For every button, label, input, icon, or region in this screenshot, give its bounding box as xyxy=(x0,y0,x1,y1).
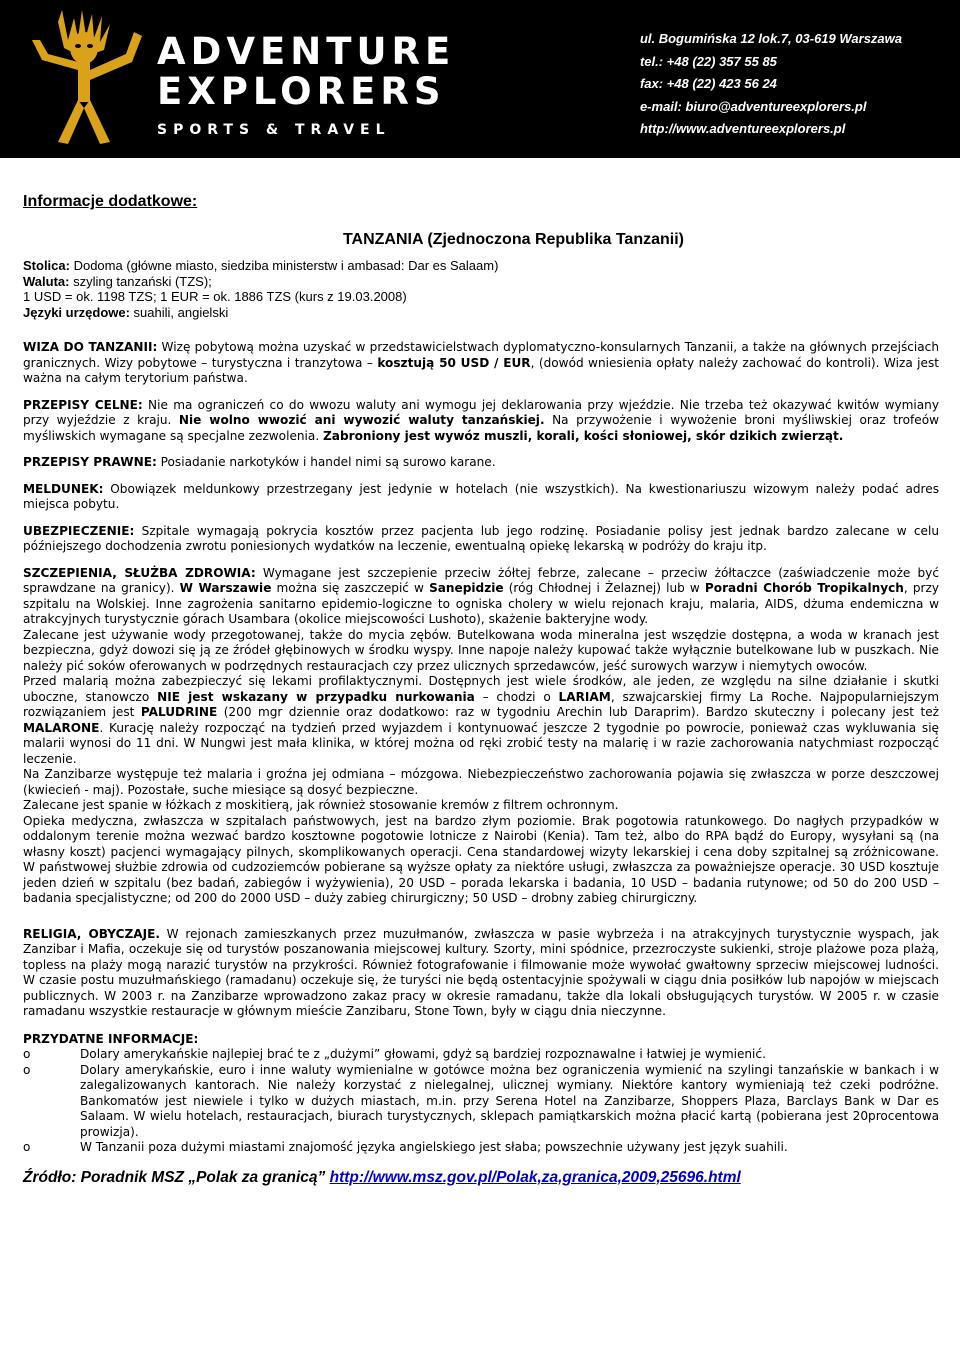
religion-section xyxy=(23,927,939,1020)
list-item: o Dolary amerykańskie najlepiej brać te z „dużymi” głowami, gdyż są bardziej rozpoznawalne i łatwiej je wymienić. xyxy=(80,1047,939,1063)
health-text-4: , przy szpitalu na Wolskiej. Inne zagrożenia sanitarno epidemio-logiczne to ogniska cholery w wielu rejonach kraju, malaria, AIDS, dżuma endemiczna w atrakcyjnych turystycznie górach Usambara (okolice miejscowości Lushoto), skażenie bakteryjne wody. xyxy=(23,581,939,626)
malaria-bold-b: NIE jest wskazany w przypadku nurkowania xyxy=(157,689,475,704)
useful-info-list xyxy=(23,1047,939,1156)
malaria-bold-lariam: LARIAM xyxy=(558,689,611,704)
health-malaria-paragraph xyxy=(23,674,939,767)
tribal-figure-logo-icon xyxy=(22,10,150,150)
fax: fax: +48 (22) 423 56 24 xyxy=(639,76,777,91)
list-item: o W Tanzanii poza dużymi miastami znajomość języka angielskiego jest słaba; powszechnie używany jest język suahili. xyxy=(80,1140,939,1156)
currency-value: szyling tanzański (TZS); xyxy=(69,273,212,289)
email[interactable]: e-mail: biuro@adventureexplorers.pl xyxy=(639,98,867,114)
address: ul. Bogumińska 12 lok.7, 03-619 Warszawa xyxy=(639,31,902,46)
health-care-paragraph: Opieka medyczna, zwłaszcza w szpitalach państwowych, jest na bardzo złym poziomie. Brak pogotowia ratunkowego. Do nagłych przypadków w oddalonym terenie można wezwać bardzo kosztowne pogotowie lotnicze z Nairobi (Kenia). Tam też, albo do RPA bądź do Europy, wysyłani są (na własny koszt) pacjenci wymagający pilnych, skomplikowanych operacji. Cena standardowej wizyty lekarskiej i cena doby szpitalnej są zróżnicowane. W państwowej służbie zdrowia od cudzoziemców pobierane są wyższe opłaty za niektóre usługi, zwłaszcza za poważniejsze operacje. 30 USD kosztuje jeden dzień w szpitalu (bez badań, zabiegów i wyżywienia), 20 USD – porada lekarska i badania, 10 USD – badania rutynowe; od 50 do 200 USD – badania specjalistyczne; od 200 do 2000 USD – duży zabieg chirurgiczny; 50 USD – drobny zabieg chirurgiczny. xyxy=(23,813,939,905)
health-bold-clinic: Poradni Chorób Tropikalnych xyxy=(704,581,904,595)
visa-text: Wizę pobytową można uzyskać w przedstawicielstwach dyplomatyczno-konsularnych Tanzanii, a także na głównych przejściach granicznych. Wizy pobytowe – turystyczna i tranzytowa – xyxy=(23,340,939,370)
country-title: TANZANIA (Zjednoczona Republika Tanzanii) xyxy=(342,231,684,248)
logo-tagline: SPORTS & TRAVEL xyxy=(157,122,391,138)
letterhead xyxy=(0,0,960,158)
website[interactable]: http://www.adventureexplorers.pl xyxy=(639,121,846,136)
logo-line-1: ADVENTURE xyxy=(157,30,456,73)
customs-text: Nie ma ograniczeń co do wwozu waluty ani wymogu jej deklarowania przy wjeździe. Nie trzeba też okazywać kwitów wymiany przy wyjeździe z kraju. xyxy=(23,397,939,427)
source-label: Źródło: Poradnik MSZ „Polak za granicą” xyxy=(23,1168,330,1186)
malaria-text-e: , szwajcarskiej firmy La Roche. Najpopularniejszym rozwiązaniem jest xyxy=(23,689,940,719)
logo-line-2: EXPLORERS xyxy=(157,70,446,113)
visa-fee: kosztują 50 USD / EUR xyxy=(377,355,531,370)
law-text: Posiadanie narkotyków i handel nimi są surowo karane. xyxy=(156,455,496,469)
health-text: Wymagane jest szczepienie przeciw żółtej febrze, zalecane – przeciw żółtaczce (zaświadczenie może być sprawdzane na granicy). xyxy=(23,565,939,595)
malaria-text-c: – chodzi o xyxy=(474,689,559,704)
health-text-3: (róg Chłodnej i Żelaznej) lub w xyxy=(503,581,705,595)
registration-label: MELDUNEK: xyxy=(23,481,104,496)
capital-label: Stolica: xyxy=(23,258,70,273)
customs-text-2: Na przywożenie i wywożenie broni myśliwskiej oraz trofeów myśliwskich wymagane są specjalne zezwolenia. xyxy=(23,413,939,443)
customs-bold-1: Nie wolno wwozić ani wywozić waluty tanzańskiej. xyxy=(178,413,545,427)
religion-text: W rejonach zamieszkanych przez muzułmanów, zwłaszcza w pasie wybrzeża i na atrakcyjnych turystycznie wyspach, jak Zanzibar i Mafia, oczekuje się od turystów poszanowania miejscowej kultury. Szorty, mini spódnice, przezroczyste sukienki, stroje plażowe poza plażą, topless na plaży mogą narazić turystów na przykrości. Również fotografowanie i filmowanie może wywołać gwałtowny sprzeciw miejscowej ludności. W czasie postu muzułmańskiego (ramadanu) oczekuje się, że turyści nie będą ostentacyjnie spożywali w ciągu dnia posiłków lub napojów w miejscach publicznych. W 2003 r. na Zanzibarze wprowadzono zakaz pracy w okresie ramadanu, także dla lokali obsługujących turystów. W 2005 r. w czasie ramadanu wszystkie restauracje w głównym mieście Zanzibaru, Stone Town, były w ciągu dnia nieczynne. xyxy=(23,926,940,1018)
health-text-2: można się zaszczepić w xyxy=(271,581,430,595)
basic-info xyxy=(23,258,939,320)
health-water-paragraph: Zalecane jest używanie wody przegotowanej, także do mycia zębów. Butelkowana woda mineralna jest wszędzie dostępna, a woda w kranach jest bezpieczna, gdyż dowozi się ją ze źródeł głębinowych w środku wyspy. Inne napoje należy kupować także wyłącznie butelkowane lub w puszkach. Nie należy pić soków oferowanych w podrzędnych restauracjach czy przez ulicznych sprzedawców, jeść surowych warzyw i niemytych owoców. xyxy=(23,627,939,673)
health-bold-sanepid: Sanepidzie xyxy=(429,581,504,595)
list-item: o Dolary amerykańskie, euro i inne waluty wymienialne w gotówce można bez ograniczenia wymienić na szylingi tanzańskie w bankach i w zalegalizowanych kantorach. Nie należy korzystać z nielegalnej, ulicznej wymiany. Niektóre kantory wymieniają też czeki podróżne. Bankomatów jest niewiele i tylko w dużych miastach, m.in. przy Serena Hotel na Zanzibarze, Shoppers Plaza, Barclays Bank w Dar es Salaam. W wielu hotelach, restauracjach, biurach turystycznych, sklepach pamiątkarskich można płacić kartą (pobierana jest 20procentowa prowizja). xyxy=(80,1063,939,1141)
health-mosquito-paragraph: Zalecane jest spanie w łóżkach z moskitierą, jak również stosowanie kremów z filtrem ochronnym. xyxy=(23,798,619,812)
document-body xyxy=(23,192,939,1185)
health-label: SZCZEPIENIA, SŁUŻBA ZDROWIA: xyxy=(23,565,256,580)
law-label: PRZEPISY PRAWNE: xyxy=(23,455,157,469)
languages-label: Języki urzędowe: xyxy=(23,304,130,320)
phone: tel.: +48 (22) 357 55 85 xyxy=(639,53,777,69)
customs-label: PRZEPISY CELNE: xyxy=(23,397,143,412)
section-heading: Informacje dodatkowe: xyxy=(23,193,198,210)
insurance-section xyxy=(23,524,939,555)
malaria-text-i: . Kurację należy rozpocząć na tydzień przed wyjazdem i kontynuować jeszcze 2 tygodnie po powrocie, ponieważ czas wykluwania się malarii wynosi do 11 dni. W Nungwi jest mała klinika, w której można od ręki zrobić testy na malarię i w razie zachorowania natychmiast rozpocząć leczenie. xyxy=(23,720,939,766)
capital-value: Dodoma (główne miasto, siedziba ministerstw i ambasad: Dar es Salaam) xyxy=(69,258,499,273)
malaria-bold-paludrine: PALUDRINE xyxy=(140,705,218,719)
source-line xyxy=(23,1170,939,1186)
currency-label: Waluta: xyxy=(23,273,70,289)
health-zanzibar-paragraph: Na Zanzibarze występuje też malaria i groźna jej odmiana – mózgowa. Niebezpieczeństwo zachorowania pojawia się zwłaszcza w porze deszczowej (kwiecień - maj). Pozostałe, suche miesiące są dosyć bezpieczne. xyxy=(23,767,939,797)
visa-text-2: , (dowód wniesienia opłaty należy zachować do kontroli). Wiza jest ważna na całym terytorium państwa. xyxy=(23,355,939,385)
health-bold-warsaw: W Warszawie xyxy=(179,581,272,595)
registration-section xyxy=(23,482,939,513)
exchange-rate: 1 USD = ok. 1198 TZS; 1 EUR = ok. 1886 TZS (kurs z 19.03.2008) xyxy=(23,289,407,304)
visa-label: WIZA DO TANZANII: xyxy=(23,340,158,354)
languages-value: suahili, angielski xyxy=(129,304,229,320)
registration-text: Obowiązek meldunkowy przestrzegany jest jedynie w hotelach (nie wszystkich). Na kwestionariuszu wizowym należy podać adres miejsca pobytu. xyxy=(23,481,939,511)
insurance-text: Szpitale wymagają pokrycia kosztów przez pacjenta lub jego rodzinę. Posiadanie polisy jest jednak bardzo zalecane w celu późniejszego dochodzenia zwrotu poniesionych wydatków na leczenie, ewentualną opiekę lekarską w podróży do kraju itp. xyxy=(23,523,939,553)
customs-section xyxy=(23,398,939,445)
religion-label: RELIGIA, OBYCZAJE. xyxy=(23,926,160,941)
malaria-bold-malarone: MALARONE xyxy=(23,720,100,735)
law-section xyxy=(23,455,939,471)
contact-block xyxy=(640,28,902,141)
customs-bold-2: Zabroniony jest wywóz muszli, korali, kości słoniowej, skór dzikich zwierząt. xyxy=(323,428,844,443)
source-link[interactable]: http://www.msz.gov.pl/Polak,za,granica,2009,25696.html xyxy=(329,1168,741,1186)
useful-info-heading: PRZYDATNE INFORMACJE: xyxy=(23,1031,199,1046)
visa-section xyxy=(23,340,939,387)
insurance-label: UBEZPIECZENIE: xyxy=(23,523,135,538)
malaria-text-g: (200 mgr dziennie oraz dodatkowo: raz w tygodniu Arechin lub Daraprim). Bardzo skuteczny i polecany jest też xyxy=(217,705,939,719)
malaria-text-a: Przed malarią można zabezpieczyć się lekami profilaktycznymi. Dostępnych jest wiele środków, ale jeden, ze względu na silne działanie i skutki uboczne, stanowczo xyxy=(23,674,939,704)
company-logo-text xyxy=(157,32,455,138)
health-section xyxy=(23,566,939,628)
